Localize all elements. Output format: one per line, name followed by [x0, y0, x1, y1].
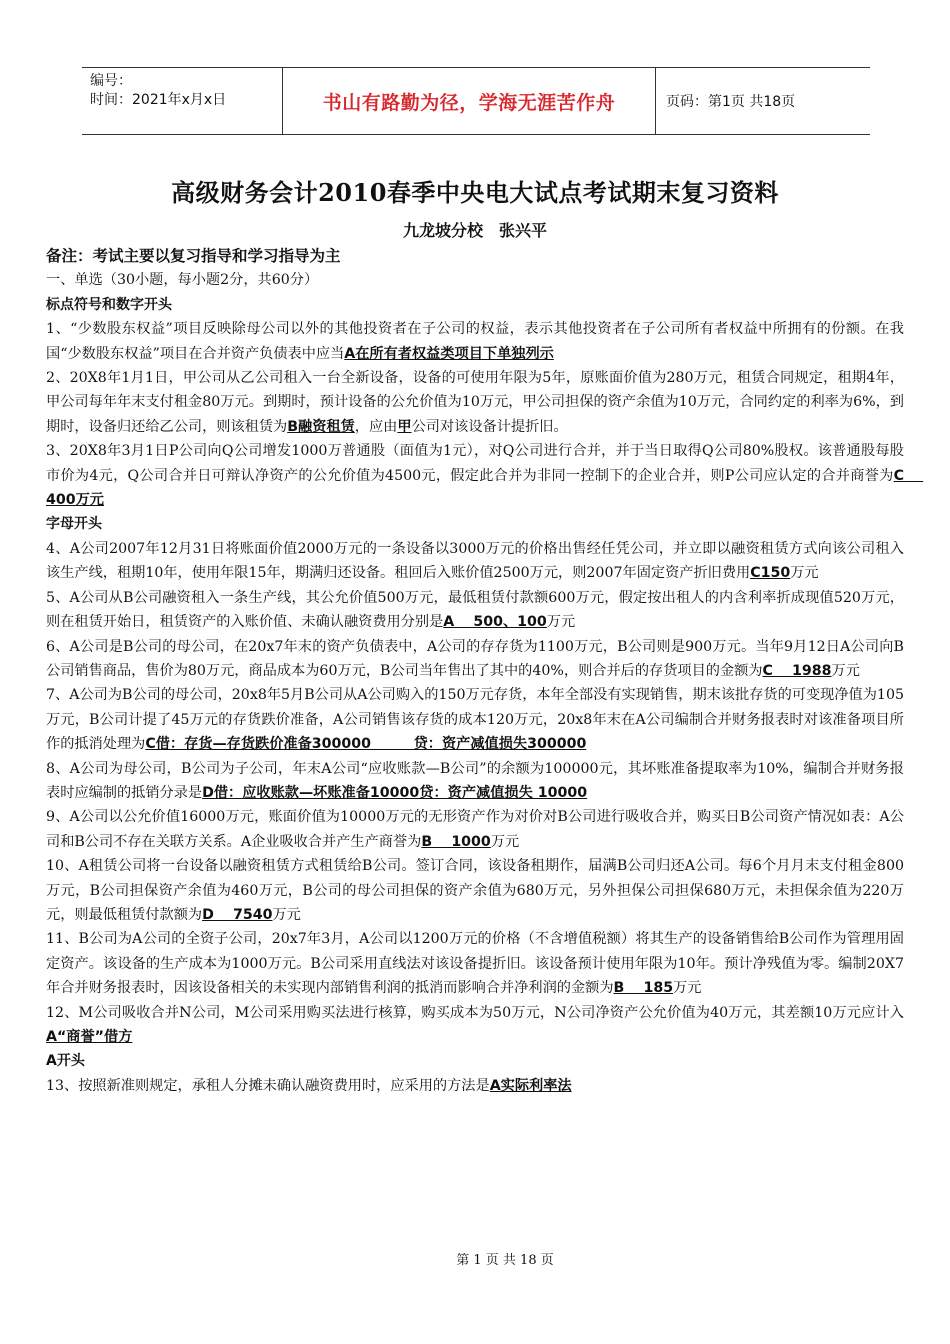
document-body: [46, 244, 924, 1098]
answer: C 1988: [762, 662, 832, 679]
time-label: 时间：2021年x月x日: [90, 92, 227, 108]
answer: A实际利率法: [489, 1077, 572, 1094]
document-author: 九龙坡分校 张兴平: [402, 221, 547, 240]
answer: A“商誉”借方: [46, 1029, 133, 1045]
answer: C 400万元: [46, 467, 924, 509]
question-item: 3、20X8年3月1日P公司向Q公司增发1000万普通股（面值为1元），对Q公司进行合并，并于当日取得Q公司80%股权。该普通股每股市价为4元，Q公司合并日可辩认净资产的公允价值为4500元，假定此合并为非同一控制下的企业合并，则P公司应认定的合并商誉为C 400万元: [46, 443, 924, 509]
question-item: 4、A公司2007年12月31日将账面价值2000万元的一条设备以3000万元的价格出售经任凭公司，并立即以融资租赁方式向该公司租入该生产线，租期10年，使用年限15年，期满归还设备。租回后入账价值2500万元，则2007年固定资产折旧费用C150万元: [46, 540, 904, 582]
answer: A 500、100: [443, 614, 547, 631]
question-item: 5、A公司从B公司融资租入一条生产线，其公允价值500万元，最低租赁付款额600万元，假定按出租人的内含利率折成现值520万元，则在租赁开始日，租赁资产的入账价值、未确认融资费用分别是A 500、100万元: [46, 589, 904, 631]
answer: D借：应收账款—坏账准备10000贷：资产减值损失 10000: [202, 784, 588, 801]
header-meta: [82, 68, 282, 134]
document-title: 高级财务会计2010春季中央电大试点考试期末复习资料: [171, 178, 779, 207]
question-item: 9、A公司以公允价值16000万元，账面价值为10000万元的无形资产作为对价对B公司进行吸收合并，购买日B公司资产情况如表：A公司和B公司不存在关联方关系。A企业吸收合并产生产商誉为B 1000万元: [46, 809, 904, 850]
header-table: [82, 67, 870, 135]
answer: B 185: [613, 980, 674, 997]
question-item: 8、A公司为母公司，B公司为子公司，年末A公司“应收账款—B公司”的余额为100000元，其坏账准备提取率为10%，编制合并财务报表时应编制的抵销分录是D借：应收账款—坏账准备10000贷：资产减值损失 10000: [46, 760, 904, 801]
group-heading: A开头: [46, 1053, 85, 1070]
header-page-info: 页码：第1页 共18页: [666, 94, 796, 110]
question-item: 13、按照新准则规定，承租人分摊未确认融资费用时，应采用的方法是A实际利率法: [46, 1077, 572, 1094]
number-label: 编号：: [90, 73, 132, 89]
question-item: 7、A公司为B公司的母公司，20x8年5月B公司从A公司购入的150万元存货，本年全部没有实现销售，期末该批存货的可变现净值为105万元，B公司计提了45万元的存货跌价准备，A公司销售该存货的成本120万元，20x8年末在A公司编制合并财务报表时对该准备项目所作的抵消处理为C借：存货—存货跌价准备300000 贷：资产减值损失300000: [46, 687, 905, 753]
question-item: 10、A租赁公司将一台设备以融资租赁方式租赁给B公司。签订合同，该设备租期作，届满B公司归还A公司。每6个月月末支付租金800万元，B公司担保资产余值为460万元，B公司的母公司担保的资产余值为680万元，另外担保公司担保680万元，未担保余值为220万元，则最低租赁付款额为D 7540万元: [46, 858, 904, 923]
question-item: 11、B公司为A公司的全资子公司，20x7年3月，A公司以1200万元的价格（不含增值税额）将其生产的设备销售给B公司作为管理用固定资产。该设备的生产成本为1000万元。B公司采用直线法对该设备提折旧。该设备预计使用年限为10年。预计净残值为零。编制20X7年合并财务报表时，因该设备相关的未实现内部销售利润的抵消而影响合并净利润的金额为B 185万元: [46, 931, 904, 997]
answer: C借：存货—存货跌价准备300000 贷：资产减值损失300000: [145, 736, 587, 753]
question-item: 6、A公司是B公司的母公司，在20x7年末的资产负债表中，A公司的存存货为1100万元，B公司则是900万元。当年9月12日A公司向B公司销售商品，售价为80万元，商品成本为60万元，B公司当年售出了其中的40%，则合并后的存货项目的金额为C 1988万元: [46, 638, 904, 679]
answer: 甲: [397, 418, 412, 435]
question-item: 2、20X8年1月1日，甲公司从乙公司租入一台全新设备，设备的可使用年限为5年，原账面价值为280万元，租赁合同规定，租期4年，甲公司每年年末支付租金80万元。到期时，预计设备的公允价值为10万元，甲公司担保的资产余值为10万元，合同约定的利率为6%，到期时，设备归还给乙公司，则该租赁为B融资租赁，应由甲公司对该设备计提折旧。: [46, 370, 904, 435]
question-item: 12、M公司吸收合并N公司，M公司采用购买法进行核算，购买成本为50万元，N公司净资产公允价值为40万元，其差额10万元应计入A“商誉”借方: [46, 1004, 904, 1045]
group-heading: 标点符号和数字开头: [46, 296, 172, 313]
answer: B 1000: [421, 833, 491, 850]
page-footer: 第 1 页 共 18 页: [456, 1253, 554, 1268]
group-heading: 字母开头: [46, 516, 102, 533]
question-item: 1、“少数股东权益”项目反映除母公司以外的其他投资者在子公司的权益，表示其他投资者在子公司所有者权益中所拥有的份额。在我国“少数股东权益”项目在合并资产负债表中应当A在所有者权益类项目下单独列示: [46, 321, 904, 362]
answer: C150: [750, 565, 791, 582]
header-motto: 书山有路勤为径，学海无涯苦作舟: [282, 68, 656, 134]
answer: B融资租赁: [287, 418, 355, 435]
answer: A在所有者权益类项目下单独列示: [344, 345, 554, 362]
answer: D 7540: [202, 906, 273, 923]
section-heading: 一、单选（30小题，每小题2分，共60分）: [46, 272, 319, 289]
note: 备注：考试主要以复习指导和学习指导为主: [46, 247, 341, 265]
